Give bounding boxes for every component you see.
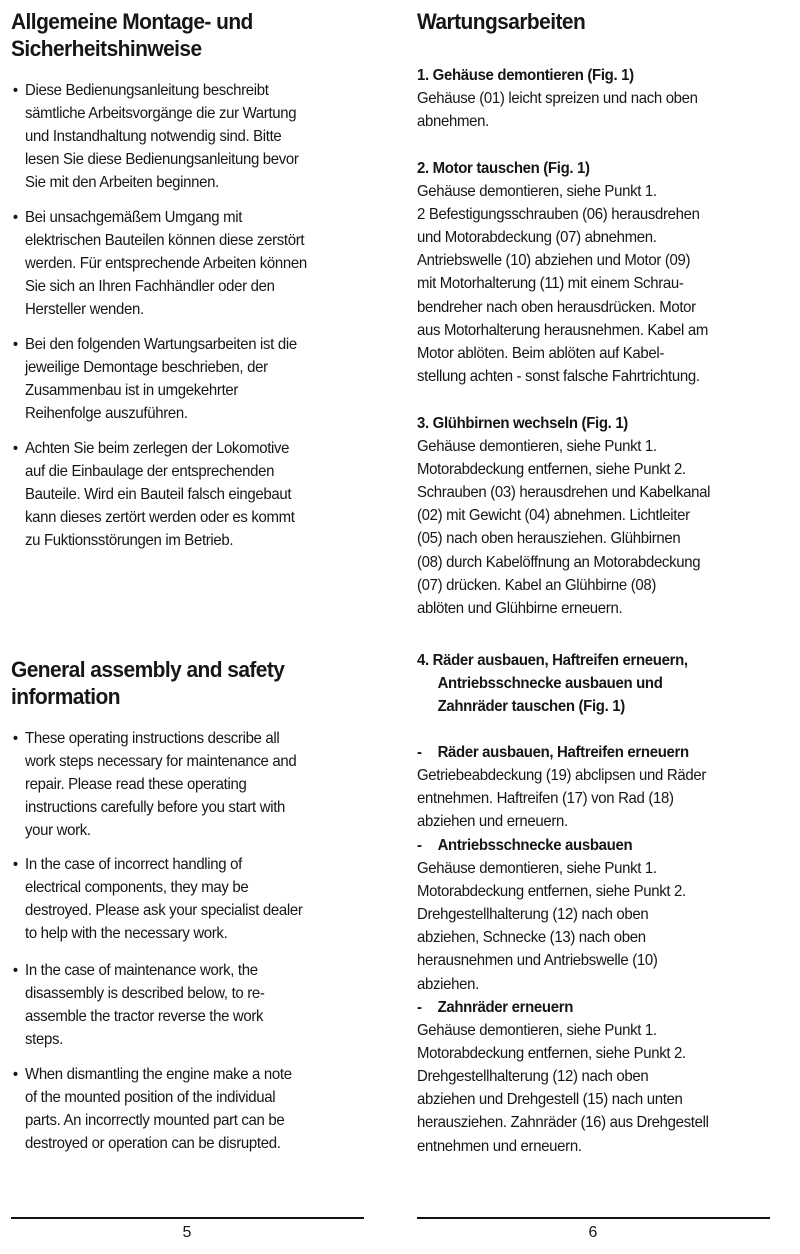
heading-line: Sicherheitshinweise	[11, 36, 202, 61]
section-title: Antriebsschnecke ausbauen und	[437, 675, 663, 693]
list-item	[11, 437, 295, 552]
list-item	[11, 206, 307, 321]
text-line: bendreher nach oben herausdrücken. Motor	[417, 298, 696, 316]
bullet-icon: •	[12, 962, 18, 979]
dash-icon: -	[417, 999, 422, 1016]
text-line: abziehen, Schnecke (13) nach oben	[417, 929, 646, 947]
subsection-title-text: Zahnräder erneuern	[437, 999, 574, 1016]
heading-line: Allgemeine Montage- und	[11, 9, 253, 34]
text-line: to help with the necessary work.	[25, 925, 228, 943]
subsection-title	[417, 741, 706, 764]
text-line: herausnehmen und Antriebswelle (10)	[417, 952, 658, 970]
text-line: Gehäuse demontieren, siehe Punkt 1.	[417, 1022, 657, 1040]
text-line: assemble the tractor reverse the work	[25, 1008, 264, 1026]
text-line: Diese Bedienungsanleitung beschreibt	[25, 82, 269, 99]
section-title: 2. Motor tauschen (Fig. 1)	[417, 160, 590, 177]
text-line: These operating instructions describe all	[25, 730, 280, 747]
text-line: Motorabdeckung entfernen, siehe Punkt 2.	[417, 883, 686, 901]
text-line: In the case of maintenance work, the	[25, 962, 258, 979]
list-item	[11, 959, 265, 1051]
text-line: Drehgestellhalterung (12) nach oben	[417, 906, 649, 924]
list-item	[11, 727, 297, 842]
text-line: Gehäuse demontieren, siehe Punkt 1.	[417, 860, 657, 878]
text-line: Reihenfolge auszuführen.	[25, 405, 188, 423]
text-line: (07) drücken. Kabel an Glühbirne (08)	[417, 576, 657, 594]
text-line: abziehen.	[417, 975, 479, 993]
text-line: jeweilige Demontage beschrieben, der	[25, 359, 268, 377]
text-line: herausziehen. Zahnräder (16) aus Drehgestell	[417, 1114, 709, 1132]
bullet-icon: •	[12, 730, 18, 747]
text-line: of the mounted position of the individual	[25, 1089, 276, 1107]
text-line: parts. An incorrectly mounted part can be	[25, 1112, 285, 1130]
text-line: Gehäuse (01) leicht spreizen und nach oben	[417, 90, 698, 108]
text-line: zu Fuktionsstörungen im Betrieb.	[25, 532, 234, 550]
text-line: abziehen und erneuern.	[417, 813, 568, 831]
subsection-title	[417, 996, 709, 1019]
section-2	[417, 157, 708, 388]
de-safety-heading	[11, 8, 253, 62]
text-line: entnehmen. Haftreifen (17) von Rad (18)	[417, 790, 674, 808]
list-item	[11, 333, 297, 425]
text-line: (08) durch Kabelöffnung an Motorabdeckung	[417, 553, 701, 571]
subsection-title-text: Antriebsschnecke ausbauen	[437, 837, 633, 854]
text-line: electrical components, they may be	[25, 879, 249, 897]
text-line: stellung achten - sonst falsche Fahrtrichtung.	[417, 367, 700, 385]
text-line: work steps necessary for maintenance and	[25, 753, 297, 771]
text-line: Hersteller wenden.	[25, 301, 144, 319]
bullet-icon: •	[12, 336, 18, 353]
text-line: Motorabdeckung entfernen, siehe Punkt 2.	[417, 461, 686, 479]
text-line: Sie mit den Arbeiten beginnen.	[25, 174, 219, 192]
text-line: When dismantling the engine make a note	[25, 1066, 292, 1083]
text-line: (05) nach oben herausziehen. Glühbirnen	[417, 530, 681, 548]
list-item	[11, 853, 303, 945]
subsection-wheels	[417, 741, 706, 833]
text-line: kann dieses zertört werden oder es kommt	[25, 509, 295, 527]
text-line: auf die Einbaulage der entsprechenden	[25, 463, 275, 481]
dash-icon: -	[417, 837, 422, 854]
text-line: Motor ablöten. Beim ablöten auf Kabel-	[417, 344, 665, 362]
section-title: Zahnräder tauschen (Fig. 1)	[437, 698, 625, 716]
text-line: abziehen und Drehgestell (15) nach unten	[417, 1091, 683, 1109]
text-line: In the case of incorrect handling of	[25, 856, 242, 873]
text-line: destroyed or operation can be disrupted.	[25, 1135, 281, 1153]
section-title: 1. Gehäuse demontieren (Fig. 1)	[417, 67, 634, 84]
text-line: Antriebswelle (10) abziehen und Motor (09)	[417, 252, 691, 270]
section-title: 3. Glühbirnen wechseln (Fig. 1)	[417, 415, 628, 432]
list-item	[11, 1063, 292, 1155]
text-line: mit Motorhalterung (11) mit einem Schrau-	[417, 275, 684, 293]
text-line: aus Motorhalterung herausnehmen. Kabel am	[417, 321, 708, 339]
text-line: Achten Sie beim zerlegen der Lokomotive	[25, 440, 290, 457]
bullet-icon: •	[12, 440, 18, 457]
text-line: Bei den folgenden Wartungsarbeiten ist die	[25, 336, 297, 353]
text-line: repair. Please read these operating	[25, 776, 247, 794]
text-line: lesen Sie diese Bedienungsanleitung bevor	[25, 151, 299, 169]
page-number-right: 6	[588, 1224, 598, 1241]
text-line: werden. Für entsprechende Arbeiten können	[25, 255, 307, 273]
section-3	[417, 412, 710, 620]
text-line: und Instandhaltung notwendig sind. Bitte	[25, 128, 282, 146]
subsection-title	[417, 834, 686, 857]
text-line: Schrauben (03) herausdrehen und Kabelkanal	[417, 484, 711, 502]
text-line: 2 Befestigungsschrauben (06) herausdrehen	[417, 206, 700, 224]
text-line: abnehmen.	[417, 113, 489, 131]
heading-line: information	[11, 684, 120, 709]
text-line: Gehäuse demontieren, siehe Punkt 1.	[417, 183, 657, 201]
page-number-left: 5	[182, 1224, 192, 1241]
text-line: Bei unsachgemäßem Umgang mit	[25, 209, 243, 226]
bullet-icon: •	[12, 856, 18, 873]
text-line: Zusammenbau ist in umgekehrter	[25, 382, 239, 400]
text-line: ablöten und Glühbirne erneuern.	[417, 599, 623, 617]
text-line: disassembly is described below, to re-	[25, 985, 265, 1003]
text-line: Gehäuse demontieren, siehe Punkt 1.	[417, 438, 657, 456]
maintenance-heading: Wartungsarbeiten	[417, 9, 586, 34]
section-title: 4. Räder ausbauen, Haftreifen erneuern,	[417, 652, 688, 669]
subsection-title-text: Räder ausbauen, Haftreifen erneuern	[437, 744, 689, 761]
list-item	[11, 79, 299, 194]
text-line: Bauteile. Wird ein Bauteil falsch eingebaut	[25, 486, 292, 504]
bullet-icon: •	[12, 82, 18, 99]
text-line: destroyed. Please ask your specialist dealer	[25, 902, 303, 920]
subsection-worm	[417, 834, 686, 996]
text-line: und Motorabdeckung (07) abnehmen.	[417, 229, 657, 247]
text-line: (02) mit Gewicht (04) abnehmen. Lichtleiter	[417, 507, 690, 525]
footer-rule-left	[11, 1217, 364, 1219]
text-line: instructions carefully before you start with	[25, 799, 286, 817]
text-line: steps.	[25, 1031, 63, 1049]
bullet-icon: •	[12, 209, 18, 226]
text-line: your work.	[25, 822, 91, 840]
text-line: elektrischen Bauteilen können diese zerstört	[25, 232, 305, 250]
bullet-icon: •	[12, 1066, 18, 1083]
heading-line: General assembly and safety	[11, 657, 285, 682]
section-4	[417, 649, 688, 718]
text-line: Sie sich an Ihren Fachhändler oder den	[25, 278, 275, 296]
en-safety-heading	[11, 656, 284, 710]
dash-icon: -	[417, 744, 422, 761]
text-line: Getriebeabdeckung (19) abclipsen und Räder	[417, 767, 706, 785]
subsection-gears	[417, 996, 709, 1158]
text-line: Motorabdeckung entfernen, siehe Punkt 2.	[417, 1045, 686, 1063]
section-1	[417, 64, 698, 133]
text-line: entnehmen und erneuern.	[417, 1137, 582, 1155]
text-line: Drehgestellhalterung (12) nach oben	[417, 1068, 649, 1086]
footer-rule-right	[417, 1217, 770, 1219]
text-line: sämtliche Arbeitsvorgänge die zur Wartung	[25, 105, 297, 123]
